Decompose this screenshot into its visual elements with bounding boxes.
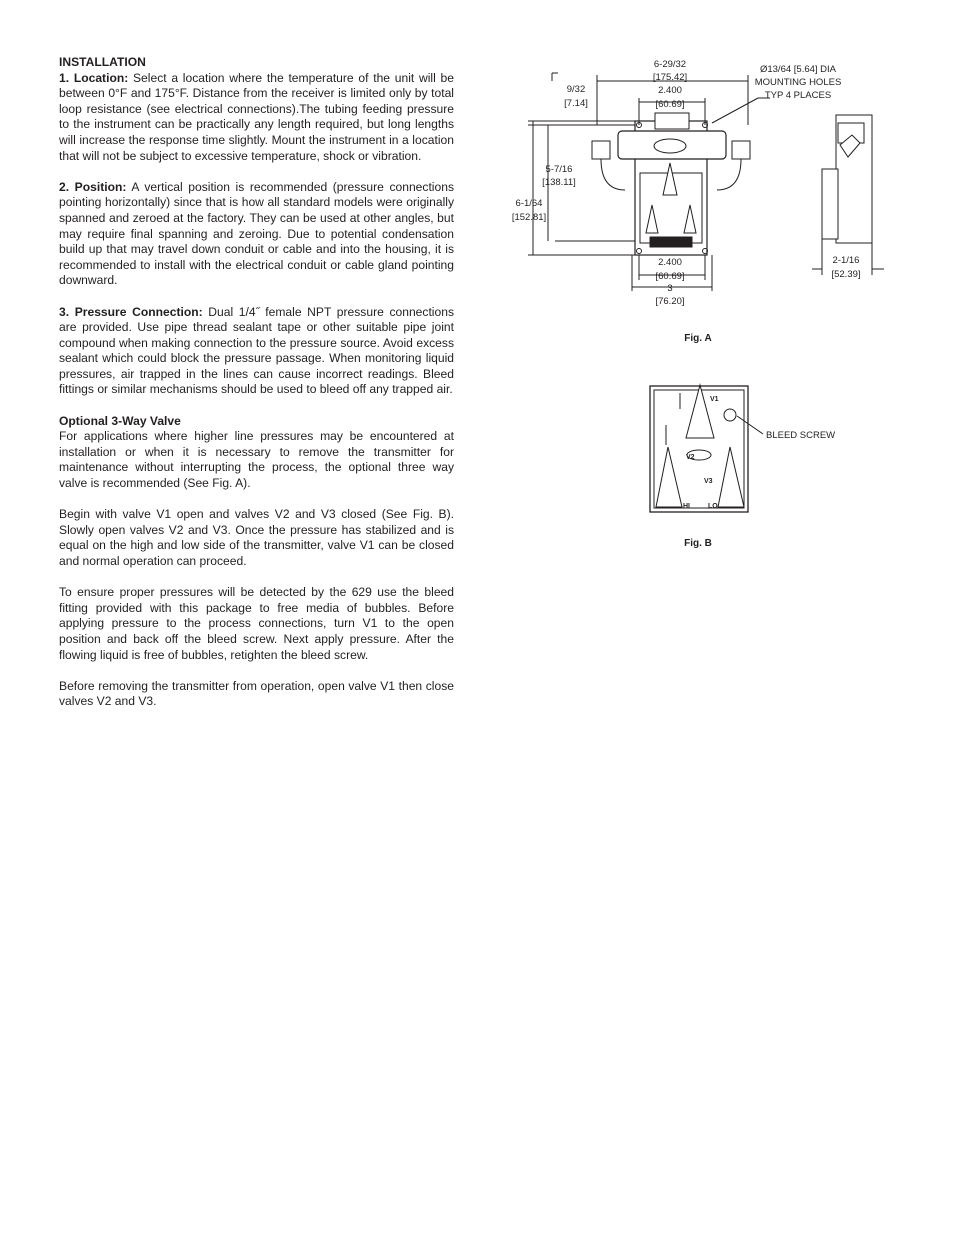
dim-width-in: 6-29/32	[653, 59, 687, 70]
pressure-title: 3. Pressure Connection:	[59, 304, 203, 319]
dim-h2-mm: [152.81]	[511, 212, 547, 223]
dim-width-mm: [175.42]	[652, 72, 688, 83]
location-title: 1. Location:	[59, 70, 129, 85]
position-title: 2. Position:	[59, 179, 127, 194]
valve-paragraph-3: To ensure proper pressures will be detected by the 629 use the bleed fitting provided with this package to free media of bubbles. Before applying pressure to the process connections, turn V1 to the open position and back off the bleed screw. Next apply pressure. After the flowing liquid is free of bubbles, retighten the bleed screw.	[59, 585, 454, 662]
dim-left-mm: [7.14]	[564, 98, 588, 109]
pressure-text: Dual 1/4˝ female NPT pressure connections are provided. Use pipe thread sealant tape or other suitable pipe joint compound when making connection to the pressure source. Avoid excess sealant which could block the pressure passage. When monitoring liquid pressures, air trapped in the lines can cause incorrect readings. Bleed fittings or similar mechanisms should be used to bleed off any trapped air.	[59, 304, 454, 397]
dim-bot2-in: 3	[667, 283, 673, 294]
dim-h1-in: 5-7/16	[545, 164, 573, 175]
hi-label: HI	[683, 503, 690, 510]
text-column	[59, 55, 454, 726]
dim-left-in: 9/32	[566, 84, 586, 95]
valve-v3-label: V3	[704, 478, 713, 485]
side-dim-in: 2-1/16	[832, 255, 860, 266]
figures	[500, 55, 920, 575]
valve-heading: Optional 3-Way Valve	[59, 413, 181, 428]
location-text: Select a location where the temperature of the unit will be between 0°F and 175°F. Distance from the receiver is limited only by total loop resistance (see electrical connections).The tubing feeding pressure to the instrument can be practically any length required, but long lengths will increase the response time slightly. Mount the instrument in a location that will not be subject to excessive temperature, shock or vibration.	[59, 70, 454, 163]
valve-paragraph-2: Begin with valve V1 open and valves V2 and V3 closed (See Fig. B). Slowly open valves V2 and V3. Once the pressure has stabilized and is equal on the high and low side of the transmitter, valve V1 can be closed and normal operation can proceed.	[59, 507, 454, 568]
pressure-paragraph	[59, 305, 454, 399]
position-paragraph	[59, 180, 454, 289]
valve-v1-label: V1	[710, 396, 719, 403]
fig-a-caption: Fig. A	[684, 333, 712, 344]
dim-bot1-mm: [60.69]	[655, 271, 685, 282]
dim-holes-in: 2.400	[658, 85, 682, 96]
dim-h1-mm: [138.11]	[542, 177, 576, 188]
position-text: A vertical position is recommended (pressure connections pointing horizontally) since that is how all standard models were originally spanned and zeroed at the factory. They can be used at other angles, but may require final spanning and zeroing. Due to potential condensation build up that may travel down conduit or cable and into the housing, it is recommended to install with the electrical conduit or cable gland pointing downward.	[59, 179, 454, 288]
holes-line-2: MOUNTING HOLES	[754, 77, 842, 88]
valve-v2-label: V2	[686, 454, 695, 461]
lo-label: LO	[708, 503, 718, 510]
valve-paragraph-4: Before removing the transmitter from operation, open valve V1 then close valves V2 and V3.	[59, 678, 454, 709]
side-dim-mm: [52.39]	[831, 269, 861, 280]
fig-b	[650, 385, 763, 512]
dim-h2-in: 6-1/64	[515, 198, 543, 209]
dim-holes-mm: [60.69]	[655, 99, 685, 110]
valve-paragraph-1: For applications where higher line pressures may be encountered at installation or when it is necessary to remove the transmitter for maintenance without interrupting the process, the optional three way valve is recommended (See Fig. A).	[59, 429, 454, 491]
location-paragraph	[59, 71, 454, 165]
dim-bot1-in: 2.400	[658, 257, 682, 268]
holes-line-3: TYP 4 PLACES	[764, 90, 832, 101]
installation-heading: INSTALLATION	[59, 55, 146, 69]
fig-b-caption: Fig. B	[684, 538, 712, 549]
figures-svg	[500, 55, 920, 575]
bleed-screw-label: BLEED SCREW	[766, 430, 836, 441]
holes-line-1: Ø13/64 [5.64] DIA	[759, 64, 837, 75]
dim-bot2-mm: [76.20]	[655, 296, 685, 307]
